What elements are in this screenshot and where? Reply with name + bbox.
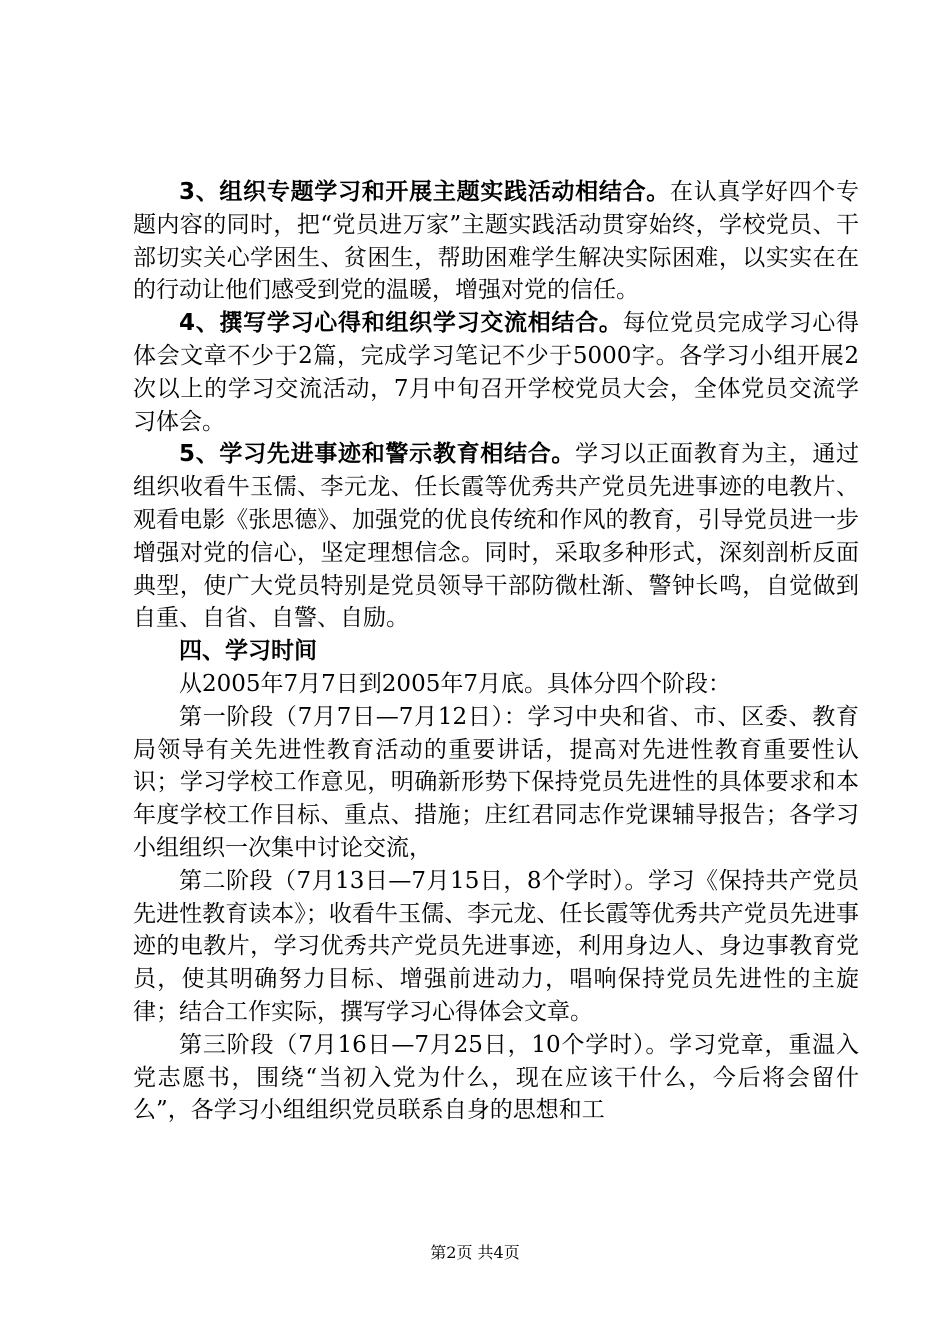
paragraph-item-4-title: 4、撰写学习心得和组织学习交流相结合。 [179,310,623,337]
stage-2-paragraph: 第二阶段（7月13日—7月15日，8个学时）。学习《保持共产党员先进性教育读本》；收看牛玉儒、李元龙、任长霞等优秀共产党员先进事迹的电教片，学习优秀共产党员先进事迹，利用身边人、身边事教育党员，使其明确努力目标、增强前进动力，唱响保持党员先进性的主旋律；结合工作实际，撰写学习心得体会文章。 [133,867,859,1025]
paragraph-item-3 [133,176,859,307]
paragraph-item-5-body: 学习以正面教育为主，通过组织收看牛玉儒、李元龙、任长霞等优秀共产党员先进事迹的电教片、观看电影《张思德》、加强党的优良传统和作风的教育，引导党员进一步增强对党的信心，坚定理想信念。同时，采取多种形式，深刻剖析反面典型，使广大党员特别是党员领导干部防微杜渐、警钟长鸣，自觉做到自重、自省、自警、自励。 [133,441,859,632]
document-body [133,176,859,1127]
paragraph-item-4-body: 每位党员完成学习心得体会文章不少于2篇，完成学习笔记不少于5000字。各学习小组开展2次以上的学习交流活动，7月中旬召开学校党员大会，全体党员交流学习体会。 [133,310,860,435]
stage-3-paragraph: 第三阶段（7月16日—7月25日，10个学时）。学习党章，重温入党志愿书，围绕“当初入党为什么，现在应该干什么，今后将会留什么”，各学习小组组织党员联系自身的思想和工 [133,1031,859,1124]
paragraph-item-5-title: 5、学习先进事迹和警示教育相结合。 [179,441,576,468]
paragraph-item-4 [133,307,859,438]
time-intro-paragraph: 从2005年7月7日到2005年7月底。具体分四个阶段： [179,670,731,697]
section-heading-study-time: 四、学习时间 [179,638,317,665]
paragraph-item-5 [133,438,859,635]
paragraph-item-3-body: 在认真学好四个专题内容的同时，把“党员进万家”主题实践活动贯穿始终，学校党员、干部切实关心学困生、贫困生，帮助困难学生解决实际困难，以实实在在的行动让他们感受到党的温暖，增强对党的信任。 [133,179,859,304]
paragraph-item-3-title: 3、组织专题学习和开展主题实践活动相结合。 [179,179,670,205]
stage-1-paragraph: 第一阶段（7月7日—7月12日）：学习中央和省、市、区委、教育局领导有关先进性教育活动的重要讲话，提高对先进性教育重要性认识；学习学校工作意见，明确新形势下保持党员先进性的具体要求和本年度学校工作目标、重点、措施；庄红君同志作党课辅导报告；各学习小组组织一次集中讨论交流， [133,703,859,861]
page-number-footer: 第2页 共4页 [430,1243,520,1262]
